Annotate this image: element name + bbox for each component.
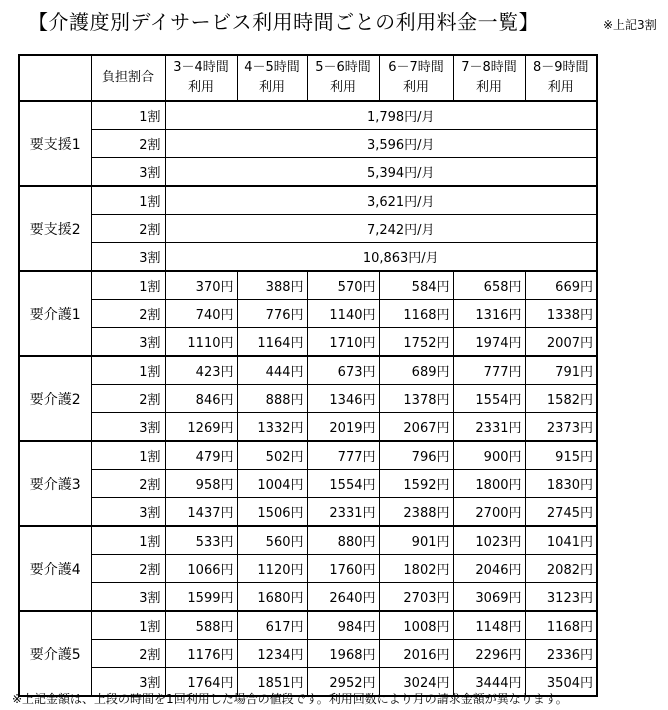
- fee-cell: 673円: [307, 356, 379, 385]
- share-ratio-cell: 3割: [91, 413, 165, 442]
- fee-cell: 1316円: [453, 300, 525, 328]
- table-row: [19, 441, 597, 470]
- fee-cell: 1506円: [237, 498, 307, 527]
- share-ratio-cell: 3割: [91, 328, 165, 357]
- fee-cell: 1599円: [165, 583, 237, 612]
- fee-cell: 846円: [165, 385, 237, 413]
- fee-cell: 1066円: [165, 555, 237, 583]
- fee-cell: 588円: [165, 611, 237, 640]
- fee-cell: 1802円: [379, 555, 453, 583]
- monthly-fee-cell: 7,242円/月: [165, 215, 597, 243]
- fee-cell: 2373円: [525, 413, 597, 442]
- fee-cell: 570円: [307, 271, 379, 300]
- share-ratio-cell: 2割: [91, 215, 165, 243]
- share-ratio-cell: 2割: [91, 555, 165, 583]
- monthly-fee-cell: 5,394円/月: [165, 158, 597, 187]
- fee-cell: 2007円: [525, 328, 597, 357]
- fee-cell: 1120円: [237, 555, 307, 583]
- care-level-group: [19, 101, 597, 186]
- fee-cell: 2700円: [453, 498, 525, 527]
- fee-cell: 1234円: [237, 640, 307, 668]
- care-level-group: [19, 441, 597, 526]
- fee-cell: 1760円: [307, 555, 379, 583]
- table-row: [19, 413, 597, 442]
- fee-cell: 1168円: [525, 611, 597, 640]
- fee-cell: 1008円: [379, 611, 453, 640]
- header-col-time: 3－4時間: [173, 60, 229, 75]
- bottom-note: ※上記金額は、上段の時間を1回利用した場合の値段です。利用回数により月の請求金額が異なります。: [12, 692, 568, 706]
- fee-cell: 915円: [525, 441, 597, 470]
- share-ratio-cell: 2割: [91, 130, 165, 158]
- fee-cell: 1164円: [237, 328, 307, 357]
- fee-cell: 502円: [237, 441, 307, 470]
- table-row: [19, 555, 597, 583]
- fee-cell: 3123円: [525, 583, 597, 612]
- share-ratio-cell: 3割: [91, 668, 165, 697]
- fee-cell: 1148円: [453, 611, 525, 640]
- fee-cell: 1023円: [453, 526, 525, 555]
- header-col-use: 利用: [402, 80, 429, 95]
- header-col-3-4: [165, 55, 237, 101]
- care-level-group: [19, 356, 597, 441]
- fee-cell: 901円: [379, 526, 453, 555]
- fee-cell: 796円: [379, 441, 453, 470]
- fee-cell: 1830円: [525, 470, 597, 498]
- fee-cell: 1338円: [525, 300, 597, 328]
- care-level-label: 要介護5: [19, 611, 91, 696]
- header-col-time: 5－6時間: [315, 60, 371, 75]
- table-row: [19, 526, 597, 555]
- fee-cell: 1582円: [525, 385, 597, 413]
- fee-cell: 888円: [237, 385, 307, 413]
- monthly-fee-cell: 3,596円/月: [165, 130, 597, 158]
- share-ratio-cell: 3割: [91, 243, 165, 272]
- share-ratio-cell: 3割: [91, 583, 165, 612]
- fee-cell: 1041円: [525, 526, 597, 555]
- fee-cell: 1554円: [307, 470, 379, 498]
- header-col-use: 利用: [547, 80, 574, 95]
- header-col-time: 8－9時間: [532, 60, 589, 75]
- fee-cell: 584円: [379, 271, 453, 300]
- page-title: 【介護度別デイサービス利用時間ごとの利用料金一覧】: [28, 10, 540, 34]
- header-row: [19, 55, 597, 101]
- fee-cell: 1752円: [379, 328, 453, 357]
- fee-cell: 3444円: [453, 668, 525, 697]
- top-note: ※上記3割: [603, 18, 657, 32]
- fee-cell: 900円: [453, 441, 525, 470]
- header-level-cell: [19, 55, 91, 101]
- header-share: 負担割合: [91, 55, 165, 101]
- fee-cell: 3069円: [453, 583, 525, 612]
- fee-cell: 2082円: [525, 555, 597, 583]
- fee-cell: 958円: [165, 470, 237, 498]
- fee-cell: 2019円: [307, 413, 379, 442]
- fee-cell: 1176円: [165, 640, 237, 668]
- fee-cell: 1592円: [379, 470, 453, 498]
- fee-cell: 2703円: [379, 583, 453, 612]
- header-col-8-9: [525, 55, 597, 101]
- table-row: [19, 215, 597, 243]
- fee-table: [18, 54, 598, 697]
- header-col-6-7: [379, 55, 453, 101]
- fee-cell: 388円: [237, 271, 307, 300]
- monthly-fee-cell: 3,621円/月: [165, 186, 597, 215]
- share-ratio-cell: 1割: [91, 356, 165, 385]
- fee-cell: 479円: [165, 441, 237, 470]
- share-ratio-cell: 1割: [91, 101, 165, 130]
- care-level-group: [19, 271, 597, 356]
- table-row: [19, 130, 597, 158]
- fee-cell: 658円: [453, 271, 525, 300]
- fee-cell: 1110円: [165, 328, 237, 357]
- care-level-label: 要支援1: [19, 101, 91, 186]
- table-row: [19, 385, 597, 413]
- header-col-time: 7－8時間: [461, 60, 517, 75]
- fee-cell: 444円: [237, 356, 307, 385]
- care-level-label: 要支援2: [19, 186, 91, 271]
- fee-cell: 617円: [237, 611, 307, 640]
- header-col-time: 6－7時間: [388, 60, 444, 75]
- header-col-time: 4－5時間: [244, 60, 300, 75]
- table-row: [19, 640, 597, 668]
- fee-cell: 791円: [525, 356, 597, 385]
- fee-cell: 2952円: [307, 668, 379, 697]
- share-ratio-cell: 2割: [91, 470, 165, 498]
- fee-cell: 1680円: [237, 583, 307, 612]
- care-level-group: [19, 526, 597, 611]
- fee-cell: 1554円: [453, 385, 525, 413]
- fee-cell: 1800円: [453, 470, 525, 498]
- fee-cell: 1851円: [237, 668, 307, 697]
- header-col-5-6: [307, 55, 379, 101]
- fee-cell: 984円: [307, 611, 379, 640]
- care-level-label: 要介護2: [19, 356, 91, 441]
- table-row: [19, 186, 597, 215]
- table-row: [19, 300, 597, 328]
- table-row: [19, 271, 597, 300]
- fee-cell: 2388円: [379, 498, 453, 527]
- fee-cell: 1140円: [307, 300, 379, 328]
- table-row: [19, 101, 597, 130]
- share-ratio-cell: 2割: [91, 300, 165, 328]
- fee-cell: 3024円: [379, 668, 453, 697]
- monthly-fee-cell: 1,798円/月: [165, 101, 597, 130]
- fee-cell: 533円: [165, 526, 237, 555]
- table-row: [19, 356, 597, 385]
- fee-cell: 1004円: [237, 470, 307, 498]
- fee-cell: 777円: [307, 441, 379, 470]
- table-row: [19, 328, 597, 357]
- header-col-use: 利用: [258, 80, 285, 95]
- fee-cell: 880円: [307, 526, 379, 555]
- fee-cell: 1346円: [307, 385, 379, 413]
- fee-cell: 1968円: [307, 640, 379, 668]
- fee-cell: 560円: [237, 526, 307, 555]
- fee-cell: 689円: [379, 356, 453, 385]
- header-col-use: 利用: [187, 80, 214, 95]
- table-row: [19, 158, 597, 187]
- share-ratio-cell: 2割: [91, 640, 165, 668]
- header-col-use: 利用: [329, 80, 356, 95]
- fee-cell: 2016円: [379, 640, 453, 668]
- share-ratio-cell: 3割: [91, 158, 165, 187]
- fee-cell: 423円: [165, 356, 237, 385]
- share-ratio-cell: 3割: [91, 498, 165, 527]
- fee-cell: 1378円: [379, 385, 453, 413]
- table-row: [19, 498, 597, 527]
- fee-cell: 2331円: [307, 498, 379, 527]
- fee-cell: 776円: [237, 300, 307, 328]
- fee-cell: 2296円: [453, 640, 525, 668]
- fee-cell: 370円: [165, 271, 237, 300]
- care-level-label: 要介護1: [19, 271, 91, 356]
- fee-cell: 2067円: [379, 413, 453, 442]
- header-col-use: 利用: [475, 80, 502, 95]
- share-ratio-cell: 1割: [91, 271, 165, 300]
- fee-cell: 1710円: [307, 328, 379, 357]
- fee-cell: 2331円: [453, 413, 525, 442]
- fee-cell: 2046円: [453, 555, 525, 583]
- fee-cell: 1764円: [165, 668, 237, 697]
- share-ratio-cell: 1割: [91, 526, 165, 555]
- fee-cell: 1332円: [237, 413, 307, 442]
- share-ratio-cell: 1割: [91, 611, 165, 640]
- fee-cell: 2336円: [525, 640, 597, 668]
- fee-cell: 1437円: [165, 498, 237, 527]
- fee-cell: 777円: [453, 356, 525, 385]
- care-level-group: [19, 186, 597, 271]
- header-col-4-5: [237, 55, 307, 101]
- care-level-label: 要介護3: [19, 441, 91, 526]
- fee-cell: 3504円: [525, 668, 597, 697]
- fee-cell: 2640円: [307, 583, 379, 612]
- care-level-group: [19, 611, 597, 696]
- table-row: [19, 611, 597, 640]
- fee-cell: 740円: [165, 300, 237, 328]
- fee-cell: 669円: [525, 271, 597, 300]
- table-row: [19, 243, 597, 272]
- fee-cell: 1168円: [379, 300, 453, 328]
- table-row: [19, 583, 597, 612]
- fee-cell: 2745円: [525, 498, 597, 527]
- share-ratio-cell: 2割: [91, 385, 165, 413]
- share-ratio-cell: 1割: [91, 441, 165, 470]
- fee-cell: 1974円: [453, 328, 525, 357]
- table-row: [19, 470, 597, 498]
- care-level-label: 要介護4: [19, 526, 91, 611]
- share-ratio-cell: 1割: [91, 186, 165, 215]
- fee-cell: 1269円: [165, 413, 237, 442]
- header-col-7-8: [453, 55, 525, 101]
- monthly-fee-cell: 10,863円/月: [165, 243, 597, 272]
